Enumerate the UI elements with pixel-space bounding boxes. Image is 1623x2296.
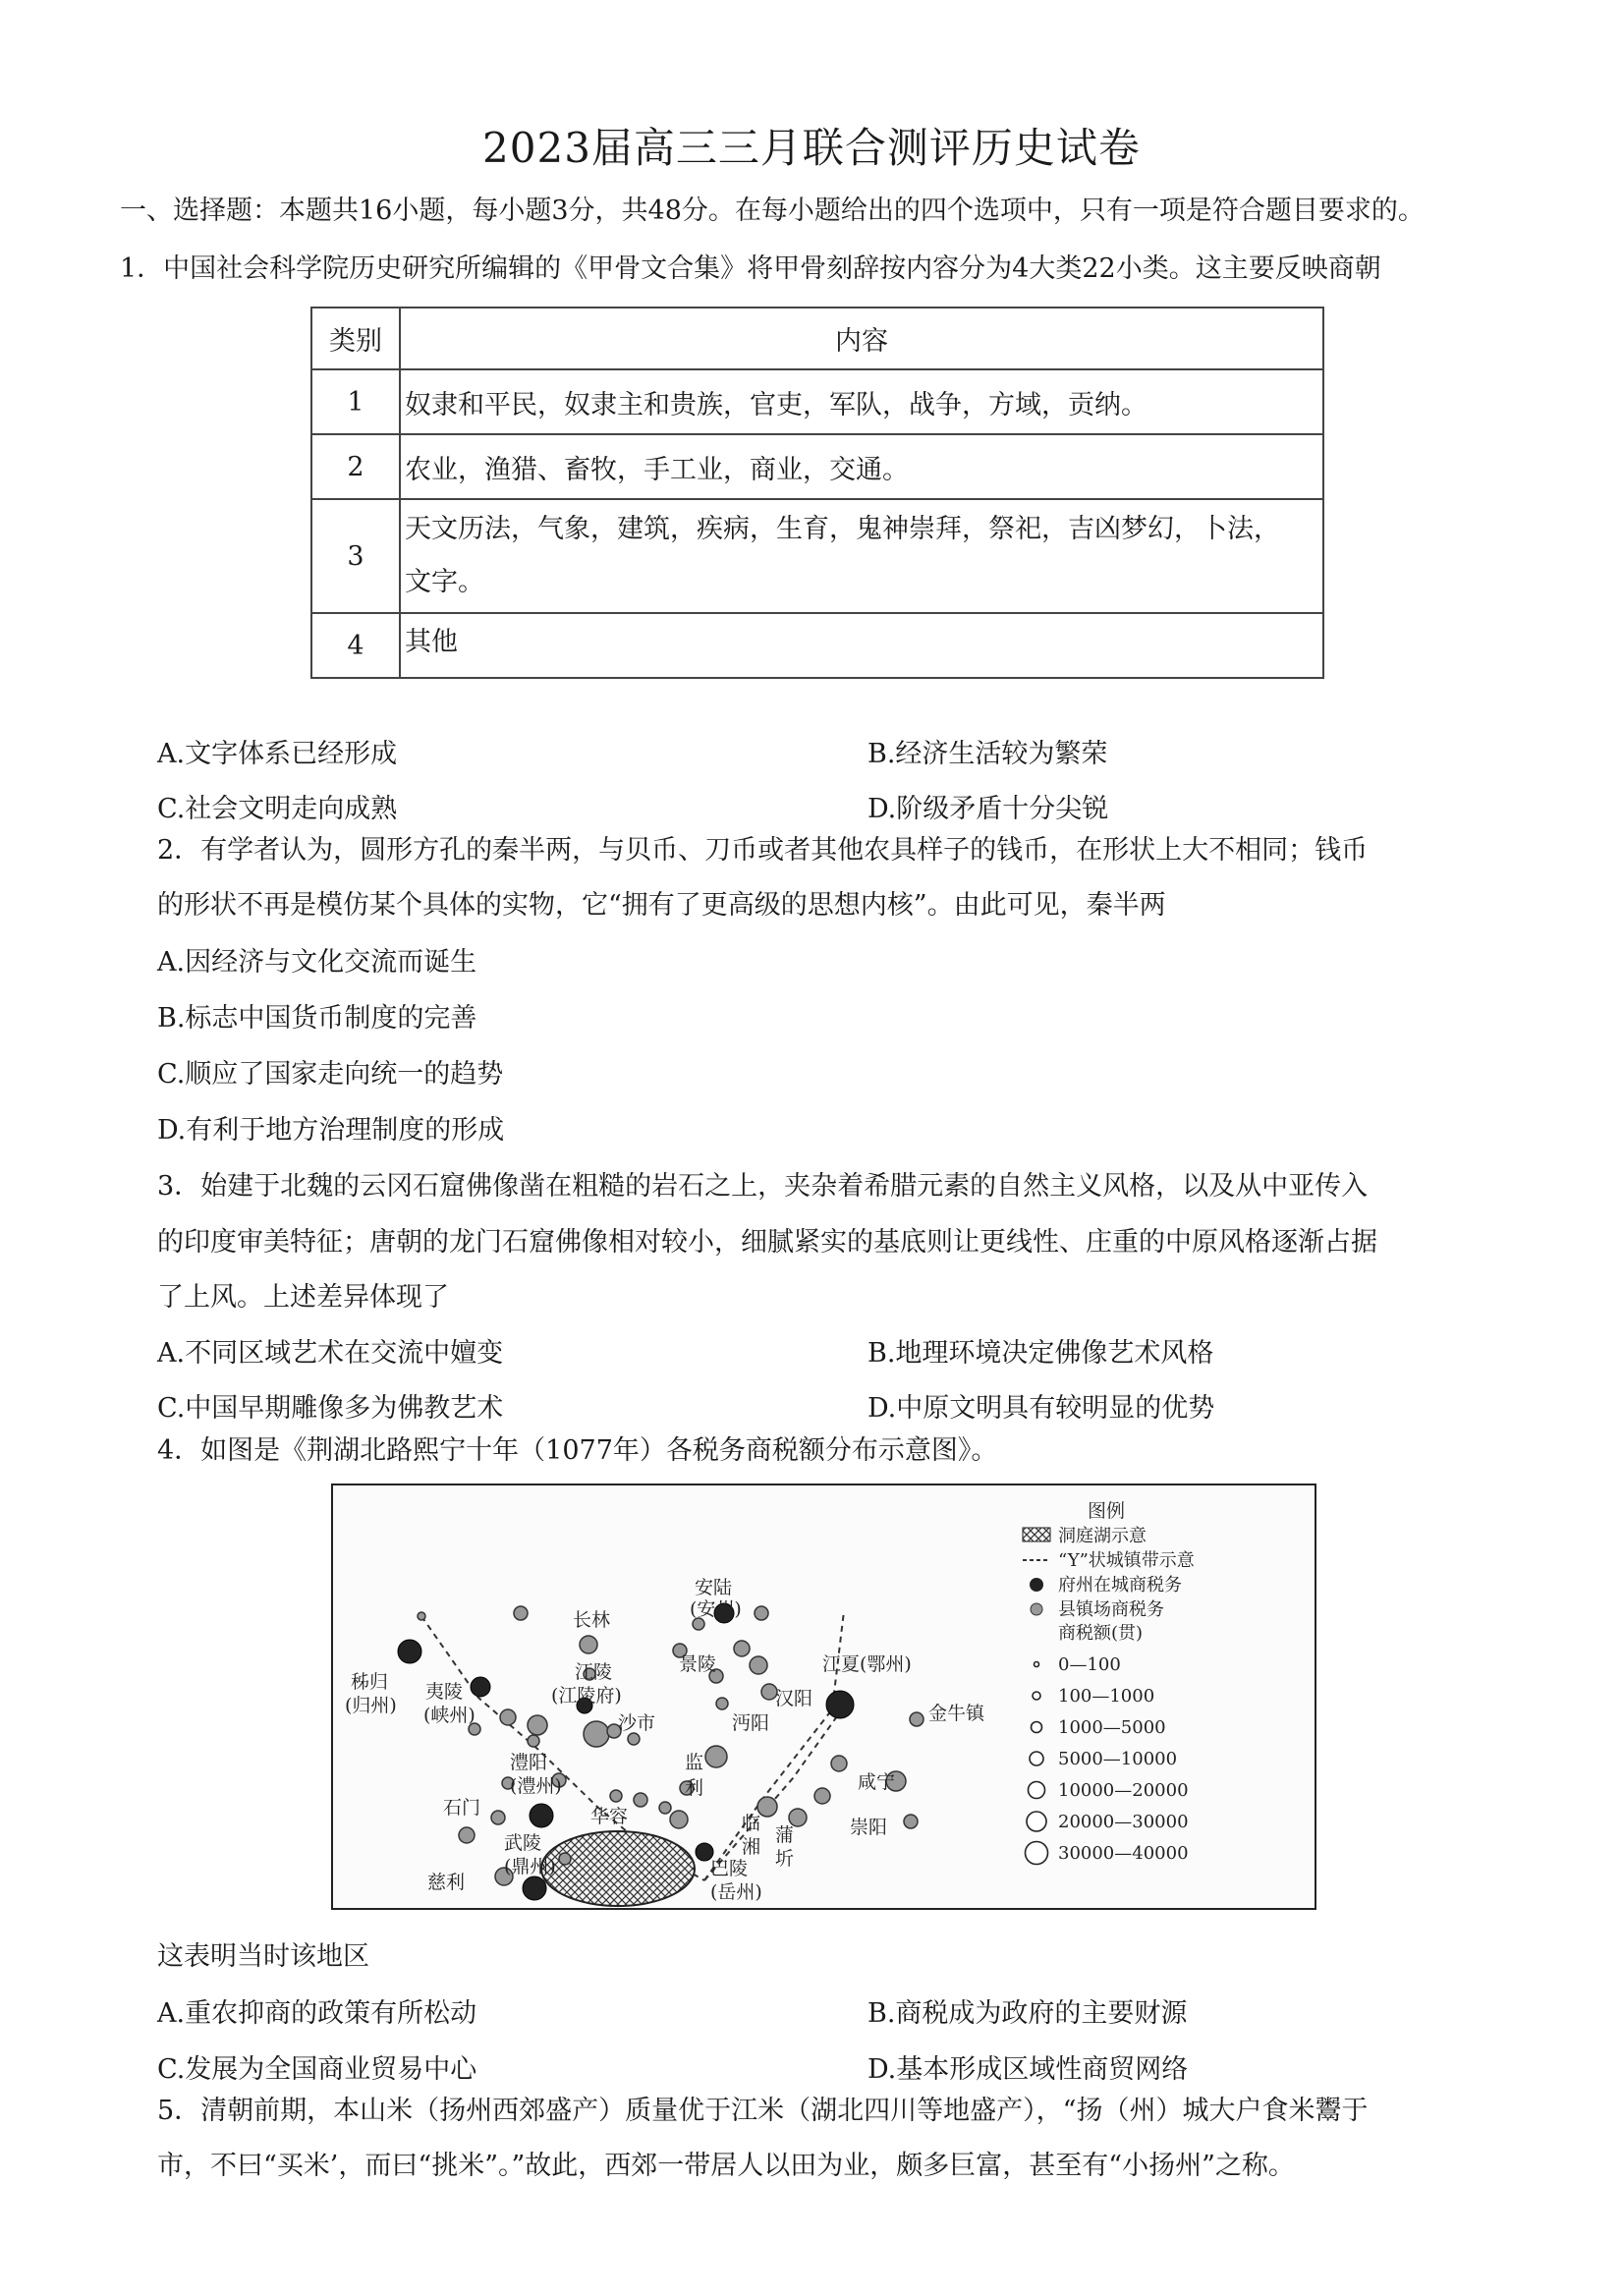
q4-option-a: A.重农抑商的政策有所松动 [157,1998,477,2029]
table-cell-number: 2 [311,434,400,499]
table-cell-line: 天文历法，气象，建筑，疾病，生育，鬼神崇拜，祭祀，吉凶梦幻，卜法， [405,514,1280,544]
place-label: 沙市 [618,1712,656,1734]
county-marker [628,1733,640,1745]
q2-stem-line: 的形状不再是模仿某个具体的实物，它“拥有了更高级的思想内核”。由此可见，秦半两 [157,890,1166,921]
place-label: (澧州) [510,1775,562,1797]
q1-option-a: A.文字体系已经形成 [157,739,398,769]
place-label: (江陵府) [551,1685,622,1707]
prefecture-marker [826,1691,854,1718]
county-marker [659,1802,671,1814]
place-label: 景陵 [679,1653,717,1675]
q3-stem-line: 3．始建于北魏的云冈石窟佛像凿在粗糙的岩石之上，夹杂着希腊元素的自然主义风格，以及从中亚传入 [157,1171,1369,1202]
legend-size-swatch [1026,1842,1048,1865]
q2-stem-line: 2．有学者认为，圆形方孔的秦半两，与贝币、刀币或者其他农具样子的钱币，在形状上大不相同；钱币 [157,835,1369,866]
county-marker [904,1815,918,1828]
q1-option-d: D.阶级矛盾十分尖锐 [867,794,1109,824]
legend-size-label: 0—100 [1058,1654,1121,1675]
q5-stem-line: 5．清朝前期，本山米（扬州西郊盛产）质量优于江米（湖北四川等地盛产），“扬（州）城大户食米鬻于 [157,2096,1369,2126]
county-marker [418,1612,425,1620]
place-label: 夷陵 [425,1681,464,1703]
county-marker [705,1746,727,1767]
table-header-row [311,308,1323,369]
dongting-lake [541,1831,695,1906]
place-label: 临 [742,1813,761,1834]
legend-size-swatch [1033,1692,1040,1700]
place-label: 监 [685,1752,704,1773]
table-cell-number: 4 [311,613,400,678]
q5-stem-line: 市，不曰“买米’，而曰“挑米”。”故此，西郊一带居人以田为业，颇多巨富，甚至有“小扬州”之称。 [157,2151,1295,2181]
place-label: 利 [685,1777,704,1799]
place-label: 汉阳 [775,1688,813,1709]
place-label: 沔阳 [732,1712,770,1734]
q3-option-a: A.不同区域艺术在交流中嬗变 [157,1338,504,1369]
county-marker [634,1793,647,1807]
table-row [311,613,1323,678]
table-cell-content: 其他 [400,613,1323,678]
q3-stem-line: 了上风。上述差异体现了 [157,1282,449,1313]
place-label: 金牛镇 [928,1703,985,1724]
legend-size-label: 20000—30000 [1058,1812,1189,1832]
q4-option-c: C.发展为全国商业贸易中心 [157,2054,477,2085]
county-marker [584,1721,609,1747]
legend-size-swatch [1032,1722,1042,1733]
prefecture-marker [530,1804,553,1827]
place-label: 江夏(鄂州) [822,1653,912,1675]
place-label: 咸宁 [858,1771,896,1793]
place-label: (峡州) [423,1705,476,1726]
q4-stem: 4．如图是《荆湖北路熙宁十年（1077年）各税务商税额分布示意图》。 [157,1435,998,1466]
legend-size-swatch [1030,1752,1043,1765]
table-cell-content [400,499,1323,613]
q3-option-c: C.中国早期雕像多为佛教艺术 [157,1393,504,1424]
prefecture-marker [398,1640,421,1663]
prefecture-marker [471,1677,490,1697]
county-marker [528,1735,539,1747]
q3-stem-line: 的印度审美特征；唐朝的龙门石窟佛像相对较小，细腻紧实的基底则让更线性、庄重的中原风格逐渐占据 [157,1227,1377,1258]
county-marker [528,1715,547,1735]
county-marker [580,1636,597,1653]
legend-size-label: 10000—20000 [1058,1780,1189,1801]
place-label: 安陆 [695,1577,733,1598]
table-header-cell: 类别 [311,308,400,369]
county-marker [459,1827,475,1843]
county-marker [559,1853,571,1865]
county-marker [716,1698,728,1709]
legend-lake-label: 洞庭湖示意 [1058,1526,1147,1546]
q4-option-b: B.商税成为政府的主要财源 [867,1998,1188,2029]
place-label: 圻 [775,1848,795,1870]
q4-after-text: 这表明当时该地区 [157,1941,369,1972]
place-label: 武陵 [504,1832,542,1854]
table-cell-content: 农业，渔猎、畜牧，手工业，商业，交通。 [400,434,1323,499]
county-marker [750,1656,767,1674]
place-label: 巴陵 [710,1858,749,1879]
section-heading: 一、选择题：本题共16小题，每小题3分，共48分。在每小题给出的四个选项中，只有一项是符合题目要求的。 [120,196,1425,226]
county-marker [670,1811,688,1828]
table-header-cell: 内容 [400,308,1323,369]
q1-stem: 1．中国社会科学院历史研究所编辑的《甲骨文合集》将甲骨刻辞按内容分为4大类22小类。这主要反映商朝 [120,253,1381,284]
county-marker [500,1709,516,1725]
place-label: (安州) [690,1598,742,1620]
county-marker [831,1756,847,1771]
legend-size-label: 30000—40000 [1058,1843,1189,1864]
q2-option-a: A.因经济与文化交流而诞生 [157,947,477,978]
place-label: 崇阳 [850,1817,888,1838]
place-label: 湘 [742,1836,761,1858]
q4-option-d: D.基本形成区域性商贸网络 [867,2054,1189,2085]
county-marker [514,1606,528,1620]
legend-title: 图例 [1088,1500,1126,1522]
place-label: (鼎州) [504,1856,556,1877]
legend-size-label: 1000—5000 [1058,1717,1166,1738]
legend-size-swatch [1029,1782,1045,1799]
place-label: (岳州) [710,1881,762,1903]
table-cell-line: 文字。 [405,567,484,597]
place-label: 石门 [443,1797,481,1819]
place-label: 长林 [573,1609,611,1631]
prefecture-marker [523,1876,546,1900]
table-cell-content: 奴隶和平民，奴隶主和贵族，官吏，军队，战争，方域，贡纳。 [400,369,1323,434]
legend-size-swatch [1027,1812,1046,1831]
place-label: (归州) [345,1695,397,1716]
place-label: 澧阳 [510,1752,548,1773]
legend-lake-swatch [1023,1528,1050,1541]
legend-size-label: 5000—10000 [1058,1749,1178,1769]
q2-option-c: C.顺应了国家走向统一的趋势 [157,1059,504,1090]
place-label: 华容 [590,1806,629,1827]
legend-xian-swatch [1031,1603,1042,1615]
county-marker [610,1790,622,1802]
q3-option-b: B.地理环境决定佛像艺术风格 [867,1338,1214,1369]
q2-option-d: D.有利于地方治理制度的形成 [157,1115,505,1146]
place-label: 秭归 [351,1671,389,1693]
table-row [311,499,1323,613]
place-label: 蒲 [775,1824,795,1846]
table-cell-number: 1 [311,369,400,434]
place-label: 江陵 [575,1661,613,1683]
legend-size-swatch [1035,1662,1039,1667]
legend-fu-swatch [1030,1578,1043,1592]
county-marker [734,1641,750,1656]
tax-distribution-map [331,1484,1316,1910]
q1-table [310,307,1324,679]
county-marker [755,1606,768,1620]
county-marker [491,1811,505,1824]
q1-option-b: B.经济生活较为繁荣 [867,739,1108,769]
place-label: 慈利 [427,1872,466,1893]
table-row [311,434,1323,499]
county-marker [910,1712,923,1726]
legend-y-label: “Y”状城镇带示意 [1058,1550,1195,1571]
exam-title: 2023届高三三月联合测评历史试卷 [482,124,1141,172]
legend-size-label: 100—1000 [1058,1686,1155,1707]
legend-unit-label: 商税额(贯) [1058,1623,1144,1644]
q1-option-c: C.社会文明走向成熟 [157,794,398,824]
table-row [311,369,1323,434]
q3-option-d: D.中原文明具有较明显的优势 [867,1393,1215,1424]
q2-option-b: B.标志中国货币制度的完善 [157,1003,477,1034]
legend-xian-label: 县镇场商税务 [1058,1599,1164,1620]
legend-fu-label: 府州在城商税务 [1058,1575,1182,1596]
table-cell-number: 3 [311,499,400,613]
county-marker [814,1788,830,1804]
